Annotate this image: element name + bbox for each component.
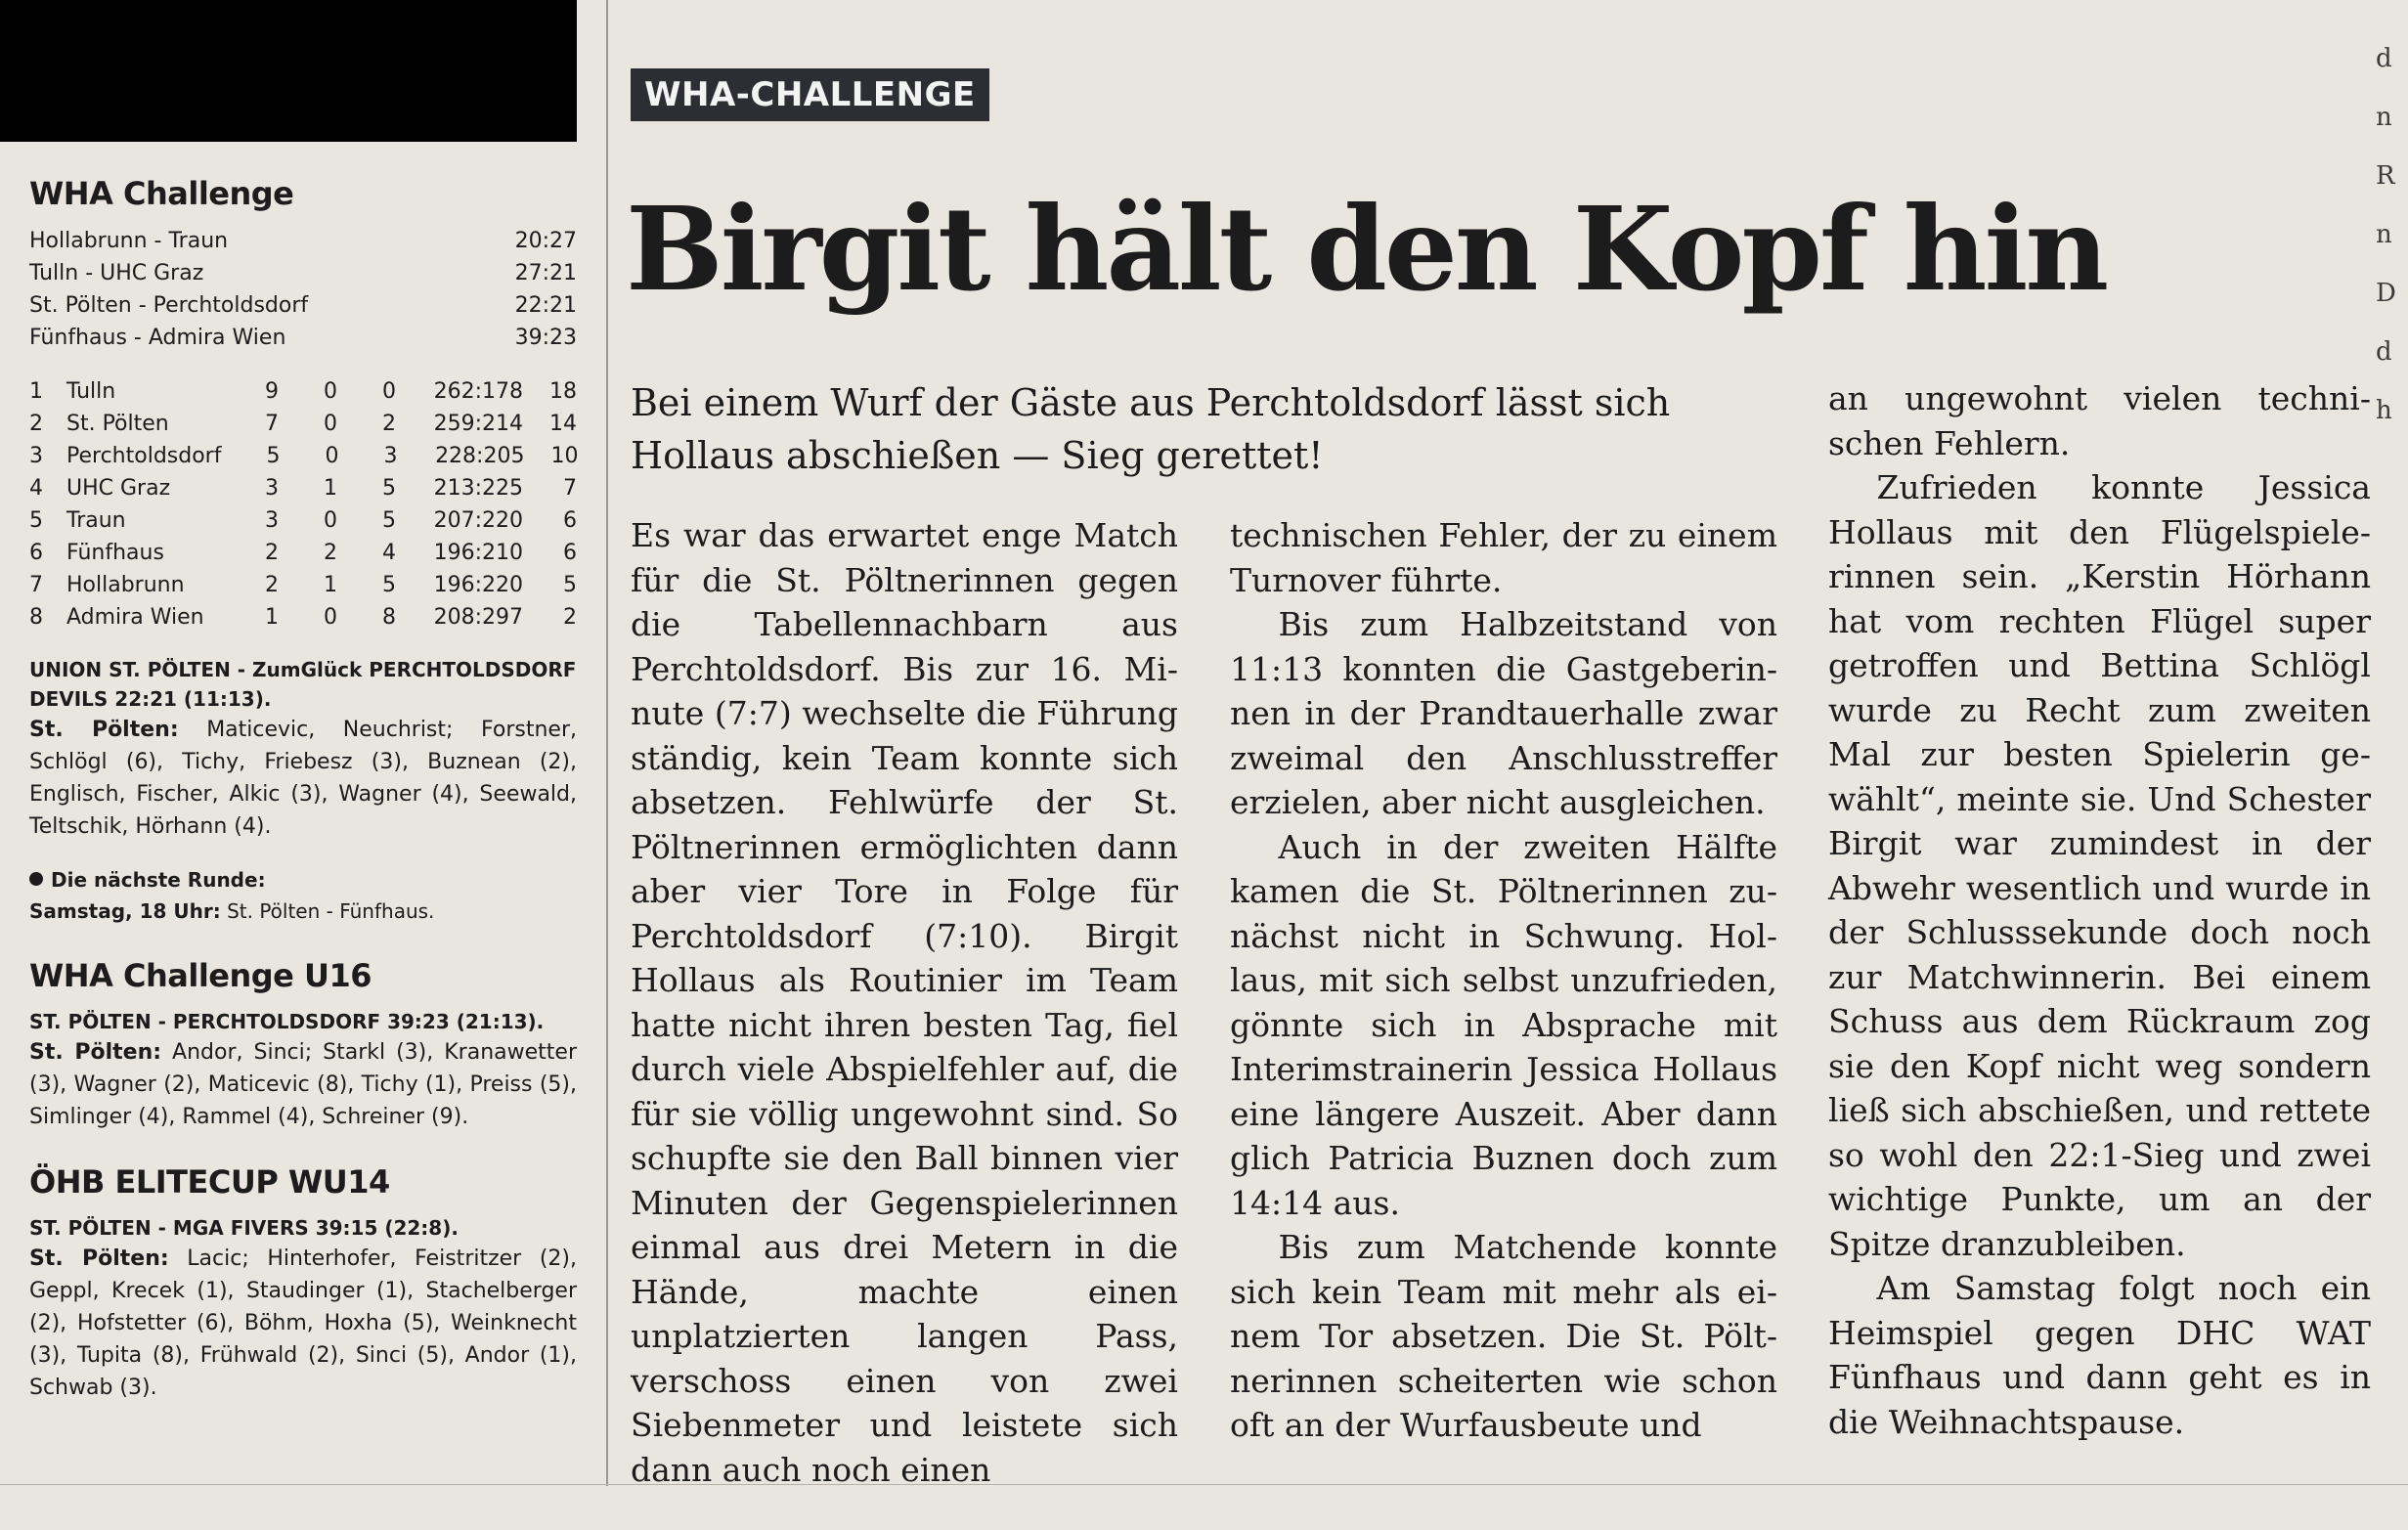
headline: Birgit hält den Kopf hin	[626, 181, 2107, 317]
match-title-main: UNION ST. PÖLTEN - ZumGlück PERCHTOLDSDORF DEVILS 22:21 (11:13).	[29, 658, 577, 711]
standings-cell: 1	[29, 379, 43, 404]
lineup-team-label: St. Pölten:	[29, 1246, 169, 1271]
article-paragraph: an ungewohnt vielen technischen Fehlern.	[1828, 379, 2371, 462]
result-row	[29, 322, 577, 354]
standings-cell: 2	[382, 412, 396, 436]
standings-cell: 18	[549, 379, 577, 404]
standings-row	[29, 569, 577, 601]
standings-cell: 5	[382, 573, 396, 597]
standings-cell: 2	[563, 605, 577, 630]
column-divider	[606, 0, 608, 1486]
section-title-elitecup: ÖHB ELITECUP WU14	[29, 1163, 390, 1201]
standings-cell: 0	[324, 412, 337, 436]
edge-letter: D	[2376, 279, 2396, 308]
standings-cell: 10	[550, 444, 579, 468]
lineup-u16	[29, 1036, 577, 1133]
lineup-team-label: St. Pölten:	[29, 1040, 162, 1065]
subheadline: Bei einem Wurf der Gäste aus Perchtoldsdorf lässt sich Hollaus abschießen — Sieg gerettet!	[631, 381, 1671, 477]
standings-cell: 1	[324, 573, 337, 597]
standings-row	[29, 440, 577, 472]
redaction-block	[0, 0, 577, 142]
standings-cell: 3	[383, 444, 398, 468]
edge-letter: d	[2376, 44, 2392, 73]
standings-cell: 7	[265, 412, 279, 436]
standings-cell: 4	[29, 476, 43, 501]
edge-letter: h	[2376, 396, 2392, 425]
standings-cell: 1	[324, 476, 337, 501]
standings-cell: 6	[29, 541, 43, 565]
standings-cell: 5	[29, 508, 43, 533]
standings-cell: 8	[29, 605, 43, 630]
standings-row	[29, 472, 577, 504]
edge-letter: d	[2376, 337, 2392, 367]
article-paragraph: Auch in der zweiten Hälfte kamen die St. Pöltnerinnen zunächst nicht in Schwung. Hollaus, mit sich selbst unzufrieden, gönnte sich in Absprache mit Interimstrainerin Jessica Hollaus eine längere Auszeit. Aber dann glich Patricia Buznen doch zum 14:14 aus.	[1230, 827, 1777, 1222]
standings-row	[29, 601, 577, 634]
standings-cell: Tulln	[66, 379, 116, 404]
standings-cell: 5	[382, 508, 396, 533]
result-row	[29, 257, 577, 289]
standings-cell: 5	[266, 444, 281, 468]
standings-cell: 207:220	[433, 508, 523, 533]
result-row	[29, 289, 577, 322]
lineup-players: Maticevic, Neuchrist; Forstner, Schlögl (6), Tichy, Friebesz (3), Buznean (2), Englisch, Fischer, Alkic (3), Wagner (4), Seewald, Teltschik, Hörhann (4).	[29, 718, 577, 839]
standings-row	[29, 504, 577, 537]
standings-cell: 9	[265, 379, 279, 404]
standings-row	[29, 537, 577, 569]
standings-row	[29, 375, 577, 408]
standings-table	[29, 375, 577, 634]
standings-cell: 7	[29, 573, 43, 597]
standings-cell: 7	[563, 476, 577, 501]
lineup-players: Andor, Sinci; Starkl (3), Kranawetter (3), Wagner (2), Maticevic (8), Tichy (1), Preiss (5), Simlinger (4), Rammel (4), Schreiner (9).	[29, 1040, 577, 1129]
result-match: St. Pölten - Perchtoldsdorf	[29, 293, 309, 318]
next-round-info	[29, 896, 577, 927]
standings-cell: Admira Wien	[66, 605, 204, 630]
standings-cell: 228:205	[435, 444, 525, 468]
edge-letter: R	[2376, 161, 2395, 191]
bullet-icon	[29, 872, 43, 886]
next-round-time: Samstag, 18 Uhr:	[29, 899, 221, 923]
standings-cell: 0	[324, 605, 337, 630]
standings-cell: 0	[382, 379, 396, 404]
article-paragraph: Bis zum Halbzeitstand von 11:13 konnten die Gastgeberinnen in der Prandtauerhalle zwar zweimal den Anschlusstreffer erzielen, aber nicht ausgleichen.	[1230, 605, 1777, 821]
standings-cell: 0	[325, 444, 339, 468]
standings-cell: Hollabrunn	[66, 573, 185, 597]
match-title-wu14: ST. PÖLTEN - MGA FIVERS 39:15 (22:8).	[29, 1216, 459, 1240]
article-paragraph: Zufrieden konnte Jessica Hollaus mit den Flügelspielerinnen sein. „Kerstin Hörhann hat vom rechten Flügel super getroffen und Bettina Schlögl wurde zu Recht zum zweiten Mal zur besten Spielerin gewählt“, meinte sie. Und Schester Birgit war zumindest in der Abwehr wesentlich und wurde in der Schlusssekunde doch noch zur Matchwinnerin. Bei einem Schuss aus dem Rückraum zog sie den Kopf nicht weg sondern ließ sich abschießen, und rettete so wohl den 22:1-Sieg und zwei wichtige Punkte, um an der Spitze dranzubleiben.	[1828, 468, 2371, 1263]
result-score: 27:21	[514, 261, 577, 285]
results-list	[29, 225, 577, 354]
standings-cell: UHC Graz	[66, 476, 171, 501]
standings-cell: 213:225	[433, 476, 523, 501]
result-match: Hollabrunn - Traun	[29, 229, 229, 253]
standings-cell: 14	[549, 412, 577, 436]
standings-cell: 1	[265, 605, 279, 630]
standings-cell: 8	[382, 605, 396, 630]
page-bottom-rule	[0, 1484, 2408, 1485]
result-match: Fünfhaus - Admira Wien	[29, 326, 286, 350]
standings-cell: 2	[265, 541, 279, 565]
standings-cell: 4	[382, 541, 396, 565]
standings-cell: 3	[265, 508, 279, 533]
result-match: Tulln - UHC Graz	[29, 261, 204, 285]
result-score: 20:27	[514, 229, 577, 253]
lineup-players: Lacic; Hinterhofer, Feistritzer (2), Geppl, Krecek (1), Staudinger (1), Stachelberger (2), Hofstetter (6), Böhm, Hoxha (5), Weinknecht (3), Tupita (8), Frühwald (2), Sinci (5), Andor (1), Schwab (3).	[29, 1246, 577, 1400]
next-round-match: St. Pölten - Fünfhaus.	[220, 899, 435, 923]
result-row	[29, 225, 577, 257]
standings-cell: 196:210	[433, 541, 523, 565]
result-score: 39:23	[514, 326, 577, 350]
standings-cell: St. Pölten	[66, 412, 169, 436]
article-column-2	[1230, 513, 1777, 1448]
section-title-wha-challenge: WHA Challenge	[29, 175, 294, 212]
standings-cell: 262:178	[433, 379, 523, 404]
standings-cell: Perchtoldsdorf	[66, 444, 222, 468]
standings-cell: Fünfhaus	[66, 541, 164, 565]
standings-cell: 2	[29, 412, 43, 436]
article-paragraph: Am Samstag folgt noch ein Heimspiel gegen DHC WAT Fünfhaus und dann geht es in die Weihnachtspause.	[1828, 1269, 2371, 1441]
standings-cell: Traun	[66, 508, 126, 533]
standings-cell: 3	[265, 476, 279, 501]
standings-cell: 3	[29, 444, 43, 468]
standings-cell: 2	[324, 541, 337, 565]
standings-row	[29, 408, 577, 440]
standings-cell: 5	[382, 476, 396, 501]
result-score: 22:21	[514, 293, 577, 318]
article-paragraph: Bis zum Matchende konnte sich kein Team mit mehr als einem Tor absetzen. Die St. Pöltnerinnen scheiterten wie schon oft an der Wurfausbeute und	[1230, 1228, 1777, 1444]
adjacent-article-edge	[2376, 29, 2408, 440]
match-title-u16: ST. PÖLTEN - PERCHTOLDSDORF 39:23 (21:13).	[29, 1010, 545, 1033]
section-kicker: WHA-CHALLENGE	[631, 68, 989, 121]
article-column-1	[631, 513, 1178, 1492]
next-round-label: Die nächste Runde:	[29, 864, 577, 896]
article-paragraph: Es war das erwartet enge Match für die St. Pöltnerinnen gegen die Tabellennachbarn aus Perchtoldsdorf. Bis zur 16. Minute (7:7) wechselte die Führung ständig, kein Team konnte sich absetzen. Fehlwürfe der St. Pöltnerinnen ermöglichten dann aber vier Tore in Folge für Perchtoldsdorf (7:10). Birgit Hollaus als Routinier im Team hatte nicht ihren besten Tag, fiel durch viele Abspielfehler auf, die für sie völlig ungewohnt sind. So schupfte sie den Ball binnen vier Minuten der Gegenspielerinnen einmal aus drei Metern in die Hände, machte einen unplatzierten langen Pass, verschoss einen von zwei Siebenmeter und leistete sich dann auch noch einen	[631, 516, 1178, 1489]
edge-letter: n	[2376, 220, 2392, 249]
standings-cell: 5	[563, 573, 577, 597]
standings-cell: 0	[324, 508, 337, 533]
standings-cell: 6	[563, 508, 577, 533]
article-column-3	[1828, 376, 2371, 1444]
edge-letter: n	[2376, 103, 2392, 132]
standings-cell: 2	[265, 573, 279, 597]
article-paragraph: technischen Fehler, der zu einem Turnover führte.	[1230, 516, 1777, 599]
standings-cell: 196:220	[433, 573, 523, 597]
standings-cell: 0	[324, 379, 337, 404]
lineup-main	[29, 714, 577, 843]
lineup-wu14	[29, 1243, 577, 1404]
section-title-u16: WHA Challenge U16	[29, 957, 372, 994]
standings-cell: 259:214	[433, 412, 523, 436]
standings-cell: 208:297	[433, 605, 523, 630]
results-sidebar	[29, 166, 577, 1404]
standings-cell: 6	[563, 541, 577, 565]
lineup-team-label: St. Pölten:	[29, 718, 179, 742]
